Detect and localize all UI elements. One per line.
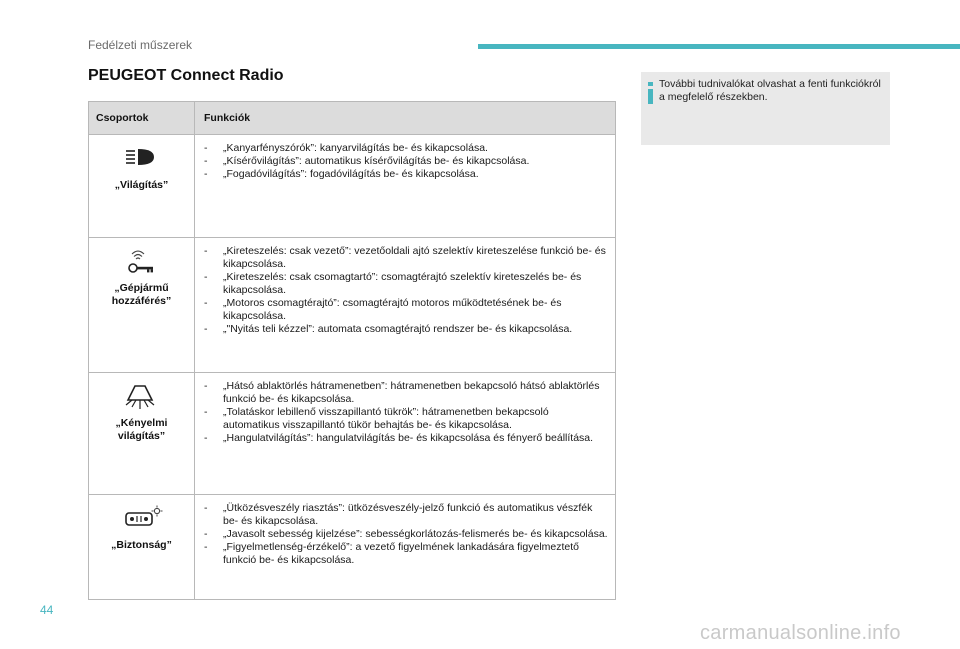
function-text: „Javasolt sebesség kijelzése”: sebességkorlátozás-felismerés be- és kikapcsolása. (223, 528, 608, 540)
function-text: „Motoros csomagtérajtó”: csomagtérajtó motoros működtetésének be- és kikapcsolása. (223, 297, 562, 322)
function-text: „Fogadóvilágítás”: fogadóvilágítás be- és kikapcsolása. (223, 168, 479, 180)
function-text: „Kísérővilágítás”: automatikus kísérővilágítás be- és kikapcsolása. (223, 155, 530, 167)
group-label: „Gépjármű hozzáférés” (111, 282, 172, 307)
table-row (89, 373, 615, 495)
list-item: - „Kanyarfényszórók”: kanyarvilágítás be- és kikapcsolása. (204, 142, 488, 154)
function-text: „Figyelmetlenség-érzékelő”: a vezető figyelmének lankadására figyelmeztető funkció be- és kikapcsolása. (223, 541, 580, 566)
table-header (89, 102, 615, 135)
group-label: „Kényelmi világítás” (115, 417, 168, 442)
function-text: „Tolatáskor lebillenő visszapillantó tükrök”: hátramenetben bekapcsoló automatikus visszapillantó tükör behajtás be- és kikapcsolása. (223, 406, 549, 431)
list-item: - „Fogadóvilágítás”: fogadóvilágítás be- és kikapcsolása. (204, 168, 479, 180)
list-item: - „Figyelmetlenség-érzékelő”: a vezető figyelmének lankadására figyelmeztető funkció be- és kikapcsolása. (204, 541, 580, 566)
list-item: - „Javasolt sebesség kijelzése”: sebességkorlátozás-felismerés be- és kikapcsolása. (204, 528, 608, 540)
list-item: - „Hátsó ablaktörlés hátramenetben”: hátramenetben bekapcsoló hátsó ablaktörlés funkció be- és kikapcsolása. (204, 380, 600, 405)
column-header-groups: Csoportok (96, 112, 149, 124)
table-row (89, 495, 615, 599)
list-item: - „Hangulatvilágítás”: hangulatvilágítás be- és kikapcsolása és fényerő beállítása. (204, 432, 594, 444)
list-item: - „"Nyitás teli kézzel”: automata csomagtérajtó rendszer be- és kikapcsolása. (204, 323, 573, 335)
section-header-label: Fedélzeti műszerek (88, 38, 193, 52)
functions-table (88, 101, 616, 600)
keyless-access-icon (89, 248, 194, 272)
ambient-light-icon (89, 383, 194, 407)
group-cell (89, 238, 194, 372)
function-text: „Kireteszelés: csak vezető”: vezetőoldali ajtó szelektív kireteszelése funkció be- és kikapcsolása. (223, 245, 606, 270)
function-list (203, 380, 608, 445)
list-item: - „Kireteszelés: csak csomagtartó”: csomagtérajtó szelektív kireteszelés be- és kikapcsolása. (204, 271, 582, 296)
headlamp-icon (89, 147, 194, 171)
group-cell (89, 495, 194, 599)
page-number: 44 (40, 603, 54, 617)
group-cell (89, 373, 194, 494)
function-list (203, 245, 608, 336)
column-header-functions: Funkciók (204, 112, 251, 124)
function-text: „Ütközésveszély riasztás”: ütközésveszély-jelző funkció és automatikus vészfék be- és kikapcsolása. (223, 502, 593, 527)
list-item: - „Kísérővilágítás”: automatikus kísérővilágítás be- és kikapcsolása. (204, 155, 530, 167)
function-list (203, 502, 608, 567)
function-text: „Kanyarfényszórók”: kanyarvilágítás be- és kikapcsolása. (223, 142, 488, 154)
function-text: „Kireteszelés: csak csomagtartó”: csomagtérajtó szelektív kireteszelés be- és kikapcsolása. (223, 271, 582, 296)
table-row (89, 135, 615, 238)
page-title: PEUGEOT Connect Radio (88, 67, 284, 84)
list-item: - „Ütközésveszély riasztás”: ütközésveszély-jelző funkció és automatikus vészfék be- és kikapcsolása. (204, 502, 593, 527)
function-list (203, 142, 608, 181)
table-row (89, 238, 615, 373)
info-icon (648, 82, 653, 104)
info-note-text: További tudnivalókat olvashat a fenti funkciókról a megfelelő részekben. (659, 78, 881, 103)
watermark: carmanualsonline.info (700, 622, 901, 644)
list-item: - „Motoros csomagtérajtó”: csomagtérajtó motoros működtetésének be- és kikapcsolása. (204, 297, 562, 322)
function-text: „"Nyitás teli kézzel”: automata csomagtérajtó rendszer be- és kikapcsolása. (223, 323, 573, 335)
group-cell (89, 135, 194, 237)
group-label: „Világítás” (114, 179, 169, 191)
list-item: - „Kireteszelés: csak vezető”: vezetőoldali ajtó szelektív kireteszelése funkció be- és kikapcsolása. (204, 245, 606, 270)
list-item: - „Tolatáskor lebillenő visszapillantó tükrök”: hátramenetben bekapcsoló automatikus visszapillantó tükör behajtás be- és kikapcsolása. (204, 406, 549, 431)
header-accent-bar (478, 44, 960, 49)
driver-assist-icon (89, 505, 194, 529)
info-note (641, 72, 890, 145)
group-label: „Biztonság” (111, 539, 172, 551)
function-text: „Hátsó ablaktörlés hátramenetben”: hátramenetben bekapcsoló hátsó ablaktörlés funkció be- és kikapcsolása. (223, 380, 600, 405)
function-text: „Hangulatvilágítás”: hangulatvilágítás be- és kikapcsolása és fényerő beállítása. (223, 432, 594, 444)
